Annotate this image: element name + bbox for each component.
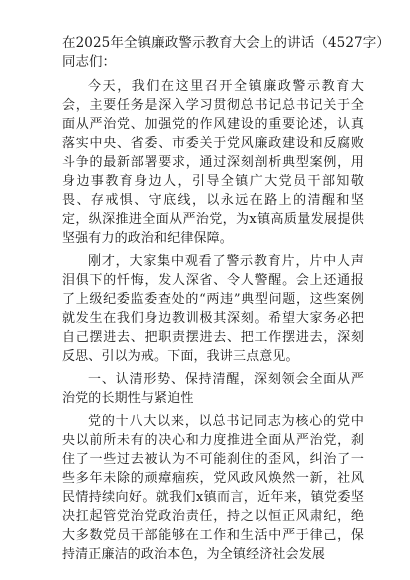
document-title: 在2025年全镇廉政警示教育大会上的讲话（4527字）: [62, 35, 390, 51]
section-heading-one: 一、认清形势、保持清醒，深刻领会全面从严治党的长期性与紧迫性: [62, 372, 364, 406]
paragraph-opening: 今天，我们在这里召开全镇廉政警示教育大会，主要任务是深入学习贯彻总书记总书记关于全面从严治党、加强党的作风建设的重要论述，认真落实中央、省委、市委关于党风廉政建设和反腐败斗争的最新部署要求，通过深刻剖析典型案例，用身边事教育身边人，引导全镇广大党员干部知敬畏、存戒惧、守底线，以永远在路上的清醒和坚定，纵深推进全面从严治党，为x镇高质量发展提供坚强有力的政治和纪律保障。: [62, 79, 364, 246]
section-one-paragraph: 党的十八大以来，以总书记同志为核心的党中央以前所未有的决心和力度推进全面从严治党，刹住了一些过去被认为不可能刹住的歪风，纠治了一些多年未除的顽瘴痼疾，党风政风焕然一新，社风民情持续向好。就我们x镇而言，近年来，镇党委坚决扛起管党治党政治责任，持之以恒正风肃纪，绝大多数党员干部能够在工作和生活中严于律己，保持清正廉洁的政治本色，为全镇经济社会发展: [62, 414, 364, 562]
paragraph-second: 刚才，大家集中观看了警示教育片，片中人声泪俱下的忏悔，发人深省、令人警醒。会上还通报了上级纪委监委查处的“两违”典型问题，这些案例就发生在我们身边教训极其深刻。希望大家务必把自己摆进去、把职责摆进去、把工作摆进去，深刻反思、引以为戒。下面，我讲三点意见。: [62, 254, 364, 364]
salutation: 同志们：: [62, 54, 116, 70]
